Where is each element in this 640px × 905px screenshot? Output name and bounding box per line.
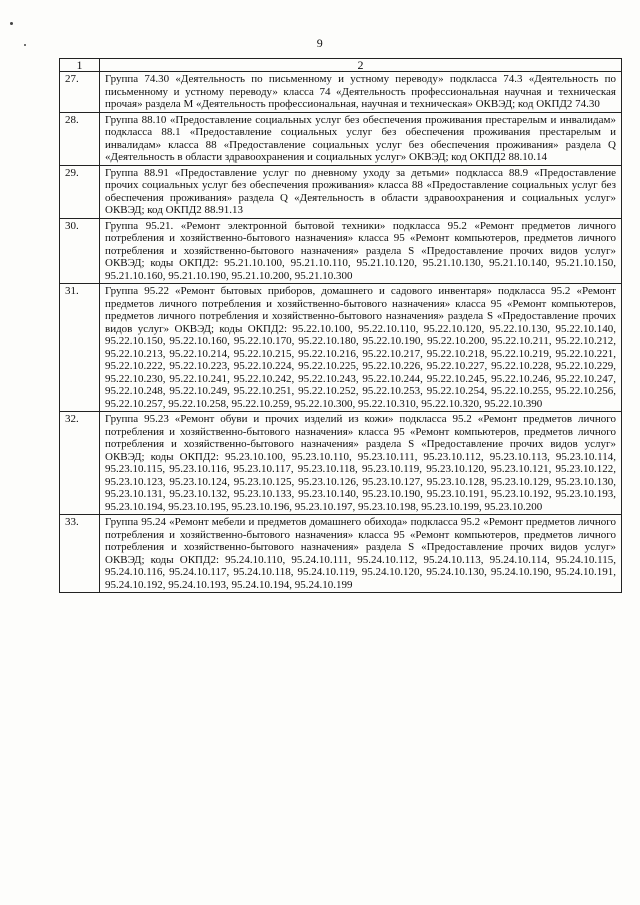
row-number: 30. (60, 218, 100, 284)
table-row (60, 72, 622, 113)
table-header-row (60, 59, 622, 72)
row-number: 33. (60, 515, 100, 593)
row-number: 28. (60, 112, 100, 165)
header-col-1: 1 (60, 59, 100, 72)
header-col-2: 2 (100, 59, 622, 72)
scan-speck (10, 22, 13, 25)
table-row (60, 515, 622, 593)
table-row (60, 218, 622, 284)
table-row (60, 112, 622, 165)
row-number: 27. (60, 72, 100, 113)
row-text: Группа 95.23 «Ремонт обуви и прочих изделий из кожи» подкласса 95.2 «Ремонт предметов личного потребления и хозяйственно-бытового назначения» класса 95 «Ремонт компьютеров, предметов личного потребления и хозяйственно-бытового назначения» раздела S «Предоставление прочих видов услуг» ОКВЭД; коды ОКПД2: 95.23.10.100, 95.23.10.110, 95.23.10.111, 95.23.10.112, 95.23.10.113, 95.23.10.114, 95.23.10.115, 95.23.10.116, 95.23.10.117, 95.23.10.118, 95.23.10.119, 95.23.10.120, 95.23.10.121, 95.23.10.122, 95.23.10.123, 95.23.10.124, 95.23.10.125, 95.23.10.126, 95.23.10.127, 95.23.10.128, 95.23.10.129, 95.23.10.130, 95.23.10.131, 95.23.10.132, 95.23.10.133, 95.23.10.140, 95.23.10.190, 95.23.10.191, 95.23.10.192, 95.23.10.193, 95.23.10.194, 95.23.10.195, 95.23.10.196, 95.23.10.197, 95.23.10.198, 95.23.10.199, 95.23.10.200 (100, 412, 622, 515)
row-number: 32. (60, 412, 100, 515)
table-row (60, 412, 622, 515)
table-row (60, 165, 622, 218)
row-text: Группа 95.21. «Ремонт электронной бытовой техники» подкласса 95.2 «Ремонт предметов личного потребления и хозяйственно-бытового назначения» класса 95 «Ремонт компьютеров, предметов личного потребления и хозяйственно-бытового назначения» раздела S «Предоставление прочих видов услуг» ОКВЭД; коды ОКПД2: 95.21.10.100, 95.21.10.110, 95.21.10.120, 95.21.10.130, 95.21.10.140, 95.21.10.150, 95.21.10.160, 95.21.10.190, 95.21.10.200, 95.21.10.300 (100, 218, 622, 284)
row-text: Группа 95.24 «Ремонт мебели и предметов домашнего обихода» подкласса 95.2 «Ремонт предметов личного потребления и хозяйственно-бытового назначения» класса 95 «Ремонт компьютеров, предметов личного потребления и хозяйственно-бытового назначения» раздела S «Предоставление прочих видов услуг» ОКВЭД; коды ОКПД2: 95.24.10.110, 95.24.10.111, 95.24.10.112, 95.24.10.113, 95.24.10.114, 95.24.10.115, 95.24.10.116, 95.24.10.117, 95.24.10.118, 95.24.10.119, 95.24.10.120, 95.24.10.130, 95.24.10.190, 95.24.10.191, 95.24.10.192, 95.24.10.193, 95.24.10.194, 95.24.10.199 (100, 515, 622, 593)
row-number: 29. (60, 165, 100, 218)
table-row (60, 284, 622, 412)
row-text: Группа 88.91 «Предоставление услуг по дневному уходу за детьми» подкласса 88.9 «Предоставление прочих социальных услуг без обеспечения проживания» класса 88 «Предоставление социальных услуг без обеспечения проживания» раздела Q «Деятельность в области здравоохранения и социальных услуг» ОКВЭД; код ОКПД2 88.91.13 (100, 165, 622, 218)
row-text: Группа 95.22 «Ремонт бытовых приборов, домашнего и садового инвентаря» подкласса 95.2 «Ремонт предметов личного потребления и хозяйственно-бытового назначения» класса 95 «Ремонт компьютеров, предметов личного потребления и хозяйственно-бытового назначения» раздела S «Предоставление прочих видов услуг» ОКВЭД; коды ОКПД2: 95.22.10.100, 95.22.10.110, 95.22.10.120, 95.22.10.130, 95.22.10.140, 95.22.10.150, 95.22.10.160, 95.22.10.170, 95.22.10.180, 95.22.10.190, 95.22.10.200, 95.22.10.211, 95.22.10.212, 95.22.10.213, 95.22.10.214, 95.22.10.215, 95.22.10.216, 95.22.10.217, 95.22.10.218, 95.22.10.219, 95.22.10.221, 95.22.10.222, 95.22.10.223, 95.22.10.224, 95.22.10.225, 95.22.10.226, 95.22.10.227, 95.22.10.228, 95.22.10.229, 95.22.10.230, 95.22.10.241, 95.22.10.242, 95.22.10.243, 95.22.10.244, 95.22.10.245, 95.22.10.246, 95.22.10.247, 95.22.10.248, 95.22.10.249, 95.22.10.251, 95.22.10.252, 95.22.10.253, 95.22.10.254, 95.22.10.255, 95.22.10.256, 95.22.10.257, 95.22.10.258, 95.22.10.259, 95.22.10.300, 95.22.10.310, 95.22.10.320, 95.22.10.390 (100, 284, 622, 412)
page-number: 9 (316, 36, 324, 50)
row-text: Группа 74.30 «Деятельность по письменному и устному переводу» подкласса 74.3 «Деятельность по письменному и устному переводу» класса 74 «Деятельность профессиональная научная и техническая прочая» раздела M «Деятельность профессиональная, научная и техническая» ОКВЭД; код ОКПД2 74.30 (100, 72, 622, 113)
row-number: 31. (60, 284, 100, 412)
row-text: Группа 88.10 «Предоставление социальных услуг без обеспечения проживания престарелым и инвалидам» подкласса 88.1 «Предоставление социальных услуг без обеспечения проживания престарелым и инвалидам» класса 88 «Предоставление социальных услуг без обеспечения проживания» раздела Q «Деятельность в области здравоохранения и социальных услуг» ОКВЭД; код ОКПД2 88.10.14 (100, 112, 622, 165)
codes-table (59, 58, 622, 593)
